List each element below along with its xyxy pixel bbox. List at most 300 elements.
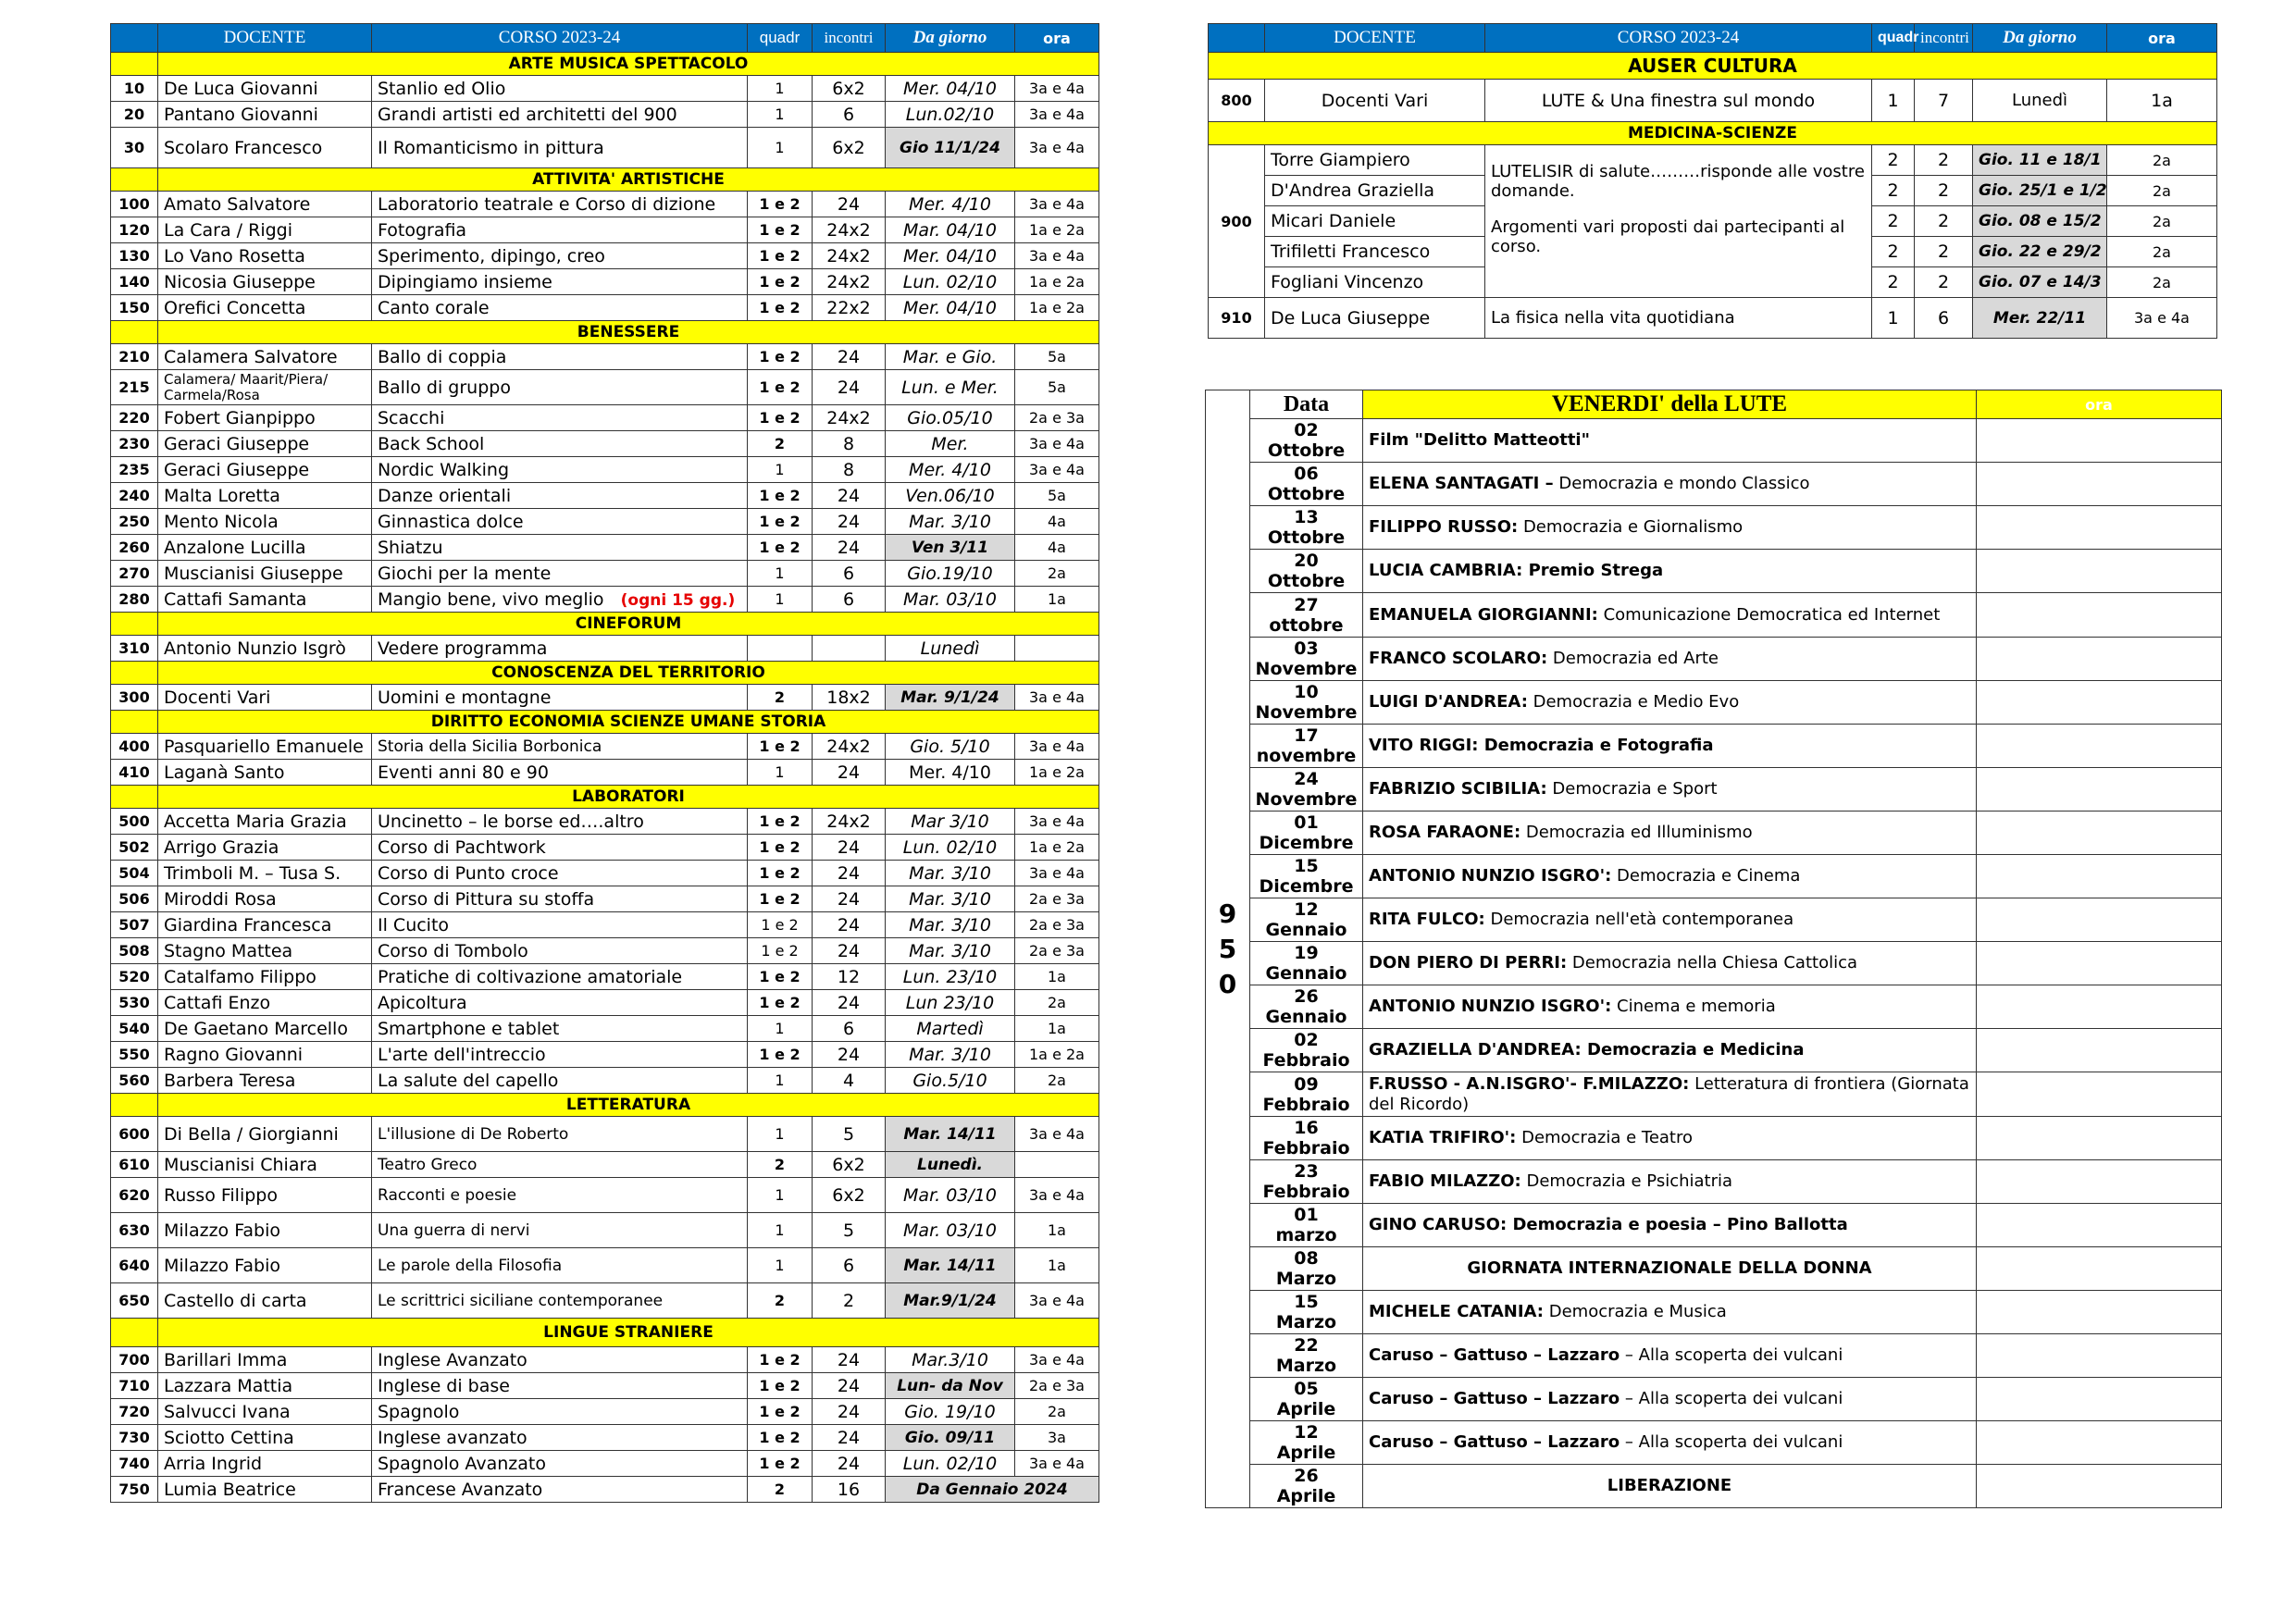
course-row	[111, 269, 1099, 295]
course-row	[111, 1373, 1099, 1399]
course-description-2: Argomenti vari proposti dai partecipanti al corso.	[1491, 217, 1845, 256]
event-title	[1363, 681, 1977, 725]
course-quadr: 2	[748, 685, 813, 711]
event-row	[1206, 638, 2222, 681]
course-ora: 2a	[1015, 1399, 1099, 1425]
event-day: 01	[1294, 812, 1319, 833]
event-speaker: MICHELE CATANIA:	[1369, 1302, 1544, 1321]
event-speaker: GIORNATA INTERNAZIONALE DELLA DONNA	[1467, 1258, 1872, 1278]
course-title: Smartphone e tablet	[372, 1016, 748, 1042]
course-giorno: Mar 3/10	[886, 809, 1015, 835]
course-incontri: 2	[1915, 206, 1973, 237]
event-month: Febbraio	[1262, 1094, 1350, 1115]
course-incontri	[813, 636, 886, 662]
course-ora: 2a	[1015, 990, 1099, 1016]
course-code: 210	[111, 344, 158, 370]
event-speaker: VITO RIGGI: Democrazia e Fotografia	[1369, 736, 1714, 755]
course-ora: 3a e 4a	[1015, 685, 1099, 711]
course-incontri: 24	[813, 1373, 886, 1399]
course-quadr: 2	[1872, 176, 1915, 206]
course-ora	[1015, 636, 1099, 662]
event-speaker: Film "Delitto Matteotti"	[1369, 430, 1590, 450]
course-incontri: 24	[813, 483, 886, 509]
course-quadr: 2	[748, 431, 813, 457]
course-title: Fotografia	[372, 217, 748, 243]
course-row	[111, 1068, 1099, 1094]
course-docente: Malta Loretta	[158, 483, 372, 509]
course-incontri: 6x2	[813, 76, 886, 102]
course-quadr: 1 e 2	[748, 1399, 813, 1425]
course-title: Stanlio ed Olio	[372, 76, 748, 102]
event-month: novembre	[1256, 746, 1357, 766]
course-row	[111, 1451, 1099, 1477]
course-docente: Calamera/ Maarit/Piera/ Carmela/Rosa	[158, 370, 372, 405]
venerdi-code-digit: 5	[1218, 933, 1237, 964]
course-quadr: 1 e 2	[748, 1451, 813, 1477]
course-row	[111, 1042, 1099, 1068]
event-topic: Democrazia e Medio Evo	[1527, 692, 1740, 712]
course-giorno: Mer. 4/10	[886, 192, 1015, 217]
section-header	[111, 1094, 1099, 1117]
course-incontri: 8	[813, 457, 886, 483]
col-header-incontri: incontri	[813, 24, 886, 53]
course-docente: Nicosia Giuseppe	[158, 269, 372, 295]
course-docente: Accetta Maria Grazia	[158, 809, 372, 835]
event-title	[1363, 550, 1977, 593]
course-code: 100	[111, 192, 158, 217]
course-incontri: 24	[813, 1425, 886, 1451]
course-incontri: 24	[813, 535, 886, 561]
col-header-corso: CORSO 2023-24	[372, 24, 748, 53]
section-spacer	[111, 662, 158, 685]
event-title	[1363, 638, 1977, 681]
course-row	[111, 192, 1099, 217]
course-giorno: Mar.9/1/24	[886, 1283, 1015, 1319]
event-row	[1206, 681, 2222, 725]
venerdi-header-ora: ora	[1977, 390, 2222, 419]
event-topic: Democrazia e Psichiatria	[1520, 1171, 1733, 1191]
course-ora: 1a e 2a	[1015, 269, 1099, 295]
course-incontri: 24x2	[813, 217, 886, 243]
course-title: Teatro Greco	[372, 1152, 748, 1178]
venerdi-header-row	[1206, 390, 2222, 419]
course-quadr: 1	[748, 760, 813, 786]
event-title	[1363, 1378, 1977, 1421]
course-giorno: Gio. 08 e 15/2	[1973, 206, 2107, 237]
course-description: LUTELISIR di salute………risponde alle vostre domande.	[1491, 162, 1865, 201]
course-code: 910	[1209, 298, 1265, 339]
event-month: Gennaio	[1265, 920, 1347, 940]
event-ora	[1977, 1291, 2222, 1334]
course-ora: 3a e 4a	[2107, 298, 2217, 339]
course-row	[111, 295, 1099, 321]
event-speaker: ELENA SANTAGATI –	[1369, 474, 1554, 493]
course-giorno: Lun. 02/10	[886, 835, 1015, 861]
course-ora: 3a e 4a	[1015, 809, 1099, 835]
event-speaker: LUIGI D'ANDREA:	[1369, 692, 1528, 712]
event-topic: Democrazia ed Arte	[1547, 649, 1719, 668]
course-ora: 2a e 3a	[1015, 912, 1099, 938]
event-row	[1206, 1334, 2222, 1378]
course-ora: 2a e 3a	[1015, 1373, 1099, 1399]
course-docente: Lo Vano Rosetta	[158, 243, 372, 269]
course-quadr: 1 e 2	[748, 1373, 813, 1399]
event-speaker: FRANCO SCOLARO:	[1369, 649, 1548, 668]
course-docente: Trimboli M. – Tusa S.	[158, 861, 372, 886]
event-row	[1206, 1072, 2222, 1117]
course-row	[111, 128, 1099, 168]
course-title: Eventi anni 80 e 90	[372, 760, 748, 786]
section-title: ATTIVITA' ARTISTICHE	[158, 168, 1099, 192]
course-code: 410	[111, 760, 158, 786]
course-ora: 3a e 4a	[1015, 192, 1099, 217]
course-giorno: Gio. 09/11	[886, 1425, 1015, 1451]
course-ora: 2a	[2107, 267, 2217, 298]
course-code: 240	[111, 483, 158, 509]
course-giorno: Gio 11/1/24	[886, 128, 1015, 168]
course-code: 740	[111, 1451, 158, 1477]
course-row	[111, 405, 1099, 431]
event-title	[1363, 768, 1977, 812]
course-docente: Salvucci Ivana	[158, 1399, 372, 1425]
course-docente: Torre Giampiero	[1265, 145, 1485, 176]
course-code: 310	[111, 636, 158, 662]
course-docente: Laganà Santo	[158, 760, 372, 786]
course-ora: 1a	[1015, 1248, 1099, 1283]
event-topic: Democrazia ed Illuminismo	[1520, 823, 1753, 842]
course-quadr: 1 e 2	[748, 1425, 813, 1451]
course-ora: 2a e 3a	[1015, 938, 1099, 964]
course-row	[111, 1399, 1099, 1425]
course-code: 700	[111, 1347, 158, 1373]
course-title: Storia della Sicilia Borbonica	[372, 734, 748, 760]
event-topic: Democrazia e Teatro	[1516, 1128, 1694, 1147]
event-title	[1363, 725, 1977, 768]
event-speaker: FABRIZIO SCIBILIA:	[1369, 779, 1547, 799]
course-quadr: 2	[1872, 267, 1915, 298]
course-title: Danze orientali	[372, 483, 748, 509]
course-docente: Cattafi Enzo	[158, 990, 372, 1016]
course-giorno: Gio. 22 e 29/2	[1973, 237, 2107, 267]
course-docente: Giardina Francesca	[158, 912, 372, 938]
event-row	[1206, 1465, 2222, 1508]
course-incontri: 5	[813, 1117, 886, 1152]
event-month: Dicembre	[1259, 876, 1354, 897]
event-month: Febbraio	[1262, 1050, 1350, 1071]
course-row-900-0	[1209, 145, 2217, 176]
course-incontri: 24	[813, 344, 886, 370]
event-row	[1206, 506, 2222, 550]
event-ora	[1977, 1117, 2222, 1160]
course-title: Francese Avanzato	[372, 1477, 748, 1503]
course-quadr: 2	[748, 1477, 813, 1503]
event-month: Ottobre	[1267, 484, 1346, 504]
course-incontri: 7	[1915, 80, 1973, 122]
course-quadr: 1 e 2	[748, 535, 813, 561]
course-giorno: Mar. 3/10	[886, 509, 1015, 535]
col-header-code	[111, 24, 158, 53]
event-title	[1363, 593, 1977, 638]
course-incontri: 2	[1915, 145, 1973, 176]
event-ora	[1977, 985, 2222, 1029]
event-speaker: F.RUSSO - A.N.ISGRO'- F.MILAZZO:	[1369, 1073, 1690, 1094]
event-speaker: ROSA FARAONE:	[1369, 823, 1521, 842]
section-header-medicina	[1209, 122, 2217, 145]
event-ora	[1977, 942, 2222, 985]
course-giorno: Ven.06/10	[886, 483, 1015, 509]
event-day: 08	[1294, 1248, 1319, 1269]
course-giorno: Gio. 25/1 e 1/2	[1973, 176, 2107, 206]
event-date	[1250, 1465, 1363, 1508]
course-incontri: 8	[813, 431, 886, 457]
event-date	[1250, 725, 1363, 768]
course-ora: 3a e 4a	[1015, 128, 1099, 168]
course-title	[372, 587, 748, 613]
course-incontri: 2	[1915, 267, 1973, 298]
course-giorno: Mar. 14/11	[886, 1248, 1015, 1283]
event-ora	[1977, 855, 2222, 898]
course-code: 230	[111, 431, 158, 457]
event-topic: Letteratura di frontiera (Giornata del Ricordo)	[1369, 1073, 1969, 1114]
course-code: 300	[111, 685, 158, 711]
course-docente: De Luca Giuseppe	[1265, 298, 1485, 339]
course-incontri: 5	[813, 1213, 886, 1248]
event-ora	[1977, 1247, 2222, 1291]
course-incontri: 4	[813, 1068, 886, 1094]
course-docente: Arrigo Grazia	[158, 835, 372, 861]
course-quadr: 1 e 2	[748, 964, 813, 990]
event-title	[1363, 1465, 1977, 1508]
event-row	[1206, 1117, 2222, 1160]
event-date	[1250, 855, 1363, 898]
course-quadr: 1 e 2	[748, 938, 813, 964]
course-ora: 3a e 4a	[1015, 457, 1099, 483]
course-docente: Micari Daniele	[1265, 206, 1485, 237]
course-quadr: 1 e 2	[748, 509, 813, 535]
course-docente: Docenti Vari	[1265, 80, 1485, 122]
course-quadr: 1	[748, 1213, 813, 1248]
event-topic: Democrazia e Giornalismo	[1518, 517, 1744, 537]
col-header-quadr: quadr	[1872, 24, 1915, 53]
course-row	[111, 636, 1099, 662]
course-quadr: 1	[748, 457, 813, 483]
course-ora: 2a e 3a	[1015, 886, 1099, 912]
event-row	[1206, 1291, 2222, 1334]
course-quadr: 1	[748, 1248, 813, 1283]
event-row	[1206, 593, 2222, 638]
course-giorno: Lun. 02/10	[886, 1451, 1015, 1477]
course-giorno: Da Gennaio 2024	[886, 1477, 1099, 1503]
course-quadr: 1 e 2	[748, 886, 813, 912]
course-title: Pratiche di coltivazione amatoriale	[372, 964, 748, 990]
event-date	[1250, 638, 1363, 681]
event-month: Aprile	[1276, 1399, 1336, 1419]
course-ora: 3a e 4a	[1015, 102, 1099, 128]
course-incontri: 24	[813, 760, 886, 786]
section-header	[111, 786, 1099, 809]
course-code: 640	[111, 1248, 158, 1283]
course-ora: 2a	[2107, 237, 2217, 267]
course-title: Corso di Pachtwork	[372, 835, 748, 861]
section-spacer	[111, 786, 158, 809]
col-header-code	[1209, 24, 1265, 53]
course-code: 30	[111, 128, 158, 168]
course-row	[111, 760, 1099, 786]
course-code: 250	[111, 509, 158, 535]
course-note: (ogni 15 gg.)	[620, 590, 736, 610]
section-title: LABORATORI	[158, 786, 1099, 809]
course-docente: Lazzara Mattia	[158, 1373, 372, 1399]
course-ora: 1a e 2a	[1015, 835, 1099, 861]
course-title: Scacchi	[372, 405, 748, 431]
section-header	[111, 321, 1099, 344]
course-row	[111, 76, 1099, 102]
course-docente: La Cara / Riggi	[158, 217, 372, 243]
course-row	[111, 886, 1099, 912]
course-incontri: 24	[813, 938, 886, 964]
event-speaker: Caruso – Gattuso – Lazzaro	[1369, 1432, 1620, 1452]
course-quadr: 1	[748, 1016, 813, 1042]
course-quadr: 1 e 2	[748, 192, 813, 217]
course-incontri: 24	[813, 1399, 886, 1425]
event-date	[1250, 1291, 1363, 1334]
course-quadr: 1 e 2	[748, 1347, 813, 1373]
course-ora: 1a e 2a	[1015, 295, 1099, 321]
course-row	[111, 1178, 1099, 1213]
event-row	[1206, 898, 2222, 942]
section-header	[111, 53, 1099, 76]
course-title: Il Cucito	[372, 912, 748, 938]
course-giorno: Mar. 04/10	[886, 217, 1015, 243]
section-title: MEDICINA-SCIENZE	[1209, 122, 2217, 145]
course-ora: 1a e 2a	[1015, 760, 1099, 786]
courses-table-left	[110, 23, 1099, 1503]
course-title: Back School	[372, 431, 748, 457]
course-quadr: 1 e 2	[748, 809, 813, 835]
course-quadr: 1 e 2	[748, 370, 813, 405]
course-ora: 2a	[2107, 176, 2217, 206]
course-docente: Amato Salvatore	[158, 192, 372, 217]
course-row	[111, 1213, 1099, 1248]
col-header-quadr: quadr	[748, 24, 813, 53]
event-ora	[1977, 681, 2222, 725]
event-row	[1206, 725, 2222, 768]
course-ora: 5a	[1015, 370, 1099, 405]
course-ora: 2a	[1015, 561, 1099, 587]
course-giorno: Mar. 03/10	[886, 587, 1015, 613]
course-ora: 2a e 3a	[1015, 405, 1099, 431]
course-docente: Fogliani Vincenzo	[1265, 267, 1485, 298]
section-title: CINEFORUM	[158, 613, 1099, 636]
event-speaker: EMANUELA GIORGIANNI:	[1369, 604, 1598, 625]
course-row	[111, 344, 1099, 370]
course-quadr: 1 e 2	[748, 990, 813, 1016]
event-topic: – Alla scoperta dei vulcani	[1620, 1345, 1843, 1365]
course-title: Ginnastica dolce	[372, 509, 748, 535]
section-header	[111, 711, 1099, 734]
course-ora: 1a	[1015, 964, 1099, 990]
section-header	[111, 662, 1099, 685]
event-date	[1250, 1029, 1363, 1072]
event-row	[1206, 463, 2222, 506]
event-date	[1250, 898, 1363, 942]
col-header-ora: ora	[2107, 24, 2217, 53]
course-incontri: 24x2	[813, 405, 886, 431]
course-row-910	[1209, 298, 2217, 339]
course-title	[1485, 145, 1872, 298]
courses-table-right	[1208, 23, 2217, 339]
course-incontri: 24x2	[813, 269, 886, 295]
course-code: 900	[1209, 145, 1265, 298]
course-title: Grandi artisti ed architetti del 900	[372, 102, 748, 128]
course-incontri: 24	[813, 835, 886, 861]
event-title	[1363, 1117, 1977, 1160]
course-ora: 1a	[1015, 1213, 1099, 1248]
event-row	[1206, 855, 2222, 898]
course-title: Shiatzu	[372, 535, 748, 561]
event-title	[1363, 812, 1977, 855]
course-docente: Antonio Nunzio Isgrò	[158, 636, 372, 662]
event-day: 09	[1294, 1073, 1319, 1095]
course-quadr: 1 e 2	[748, 217, 813, 243]
event-topic: Democrazia nell'età contemporanea	[1484, 910, 1794, 929]
course-title: Inglese di base	[372, 1373, 748, 1399]
course-docente: Lumia Beatrice	[158, 1477, 372, 1503]
event-row	[1206, 1204, 2222, 1247]
event-date	[1250, 1378, 1363, 1421]
event-title	[1363, 1072, 1977, 1117]
course-code: 400	[111, 734, 158, 760]
course-code: 610	[111, 1152, 158, 1178]
event-month: Febbraio	[1262, 1182, 1350, 1202]
section-spacer	[111, 168, 158, 192]
event-day: 12	[1294, 1422, 1319, 1443]
course-giorno: Mar.3/10	[886, 1347, 1015, 1373]
event-date	[1250, 812, 1363, 855]
event-month: Marzo	[1275, 1356, 1337, 1376]
col-header-docente: DOCENTE	[158, 24, 372, 53]
course-giorno: Lun.02/10	[886, 102, 1015, 128]
course-code: 730	[111, 1425, 158, 1451]
event-title	[1363, 855, 1977, 898]
event-ora	[1977, 1378, 2222, 1421]
event-month: Febbraio	[1262, 1138, 1350, 1158]
course-code: 215	[111, 370, 158, 405]
section-header	[111, 1319, 1099, 1347]
course-ora: 3a	[1015, 1425, 1099, 1451]
course-quadr: 1	[748, 1068, 813, 1094]
event-ora	[1977, 812, 2222, 855]
course-docente: Pasquariello Emanuele	[158, 734, 372, 760]
course-giorno: Mar. 03/10	[886, 1178, 1015, 1213]
course-title: Inglese avanzato	[372, 1425, 748, 1451]
event-day: 01	[1294, 1205, 1319, 1225]
event-day: 13	[1294, 507, 1319, 527]
event-date	[1250, 1334, 1363, 1378]
course-ora: 3a e 4a	[1015, 76, 1099, 102]
course-quadr	[748, 636, 813, 662]
course-incontri: 6x2	[813, 1178, 886, 1213]
course-incontri: 16	[813, 1477, 886, 1503]
event-day: 26	[1294, 986, 1319, 1007]
event-day: 06	[1294, 464, 1319, 484]
course-quadr: 1 e 2	[748, 1042, 813, 1068]
col-header-ora: ora	[1015, 24, 1099, 53]
course-incontri: 6	[813, 1016, 886, 1042]
course-title: Uncinetto – le borse ed….altro	[372, 809, 748, 835]
venerdi-header-data: Data	[1250, 390, 1363, 419]
section-spacer	[111, 613, 158, 636]
